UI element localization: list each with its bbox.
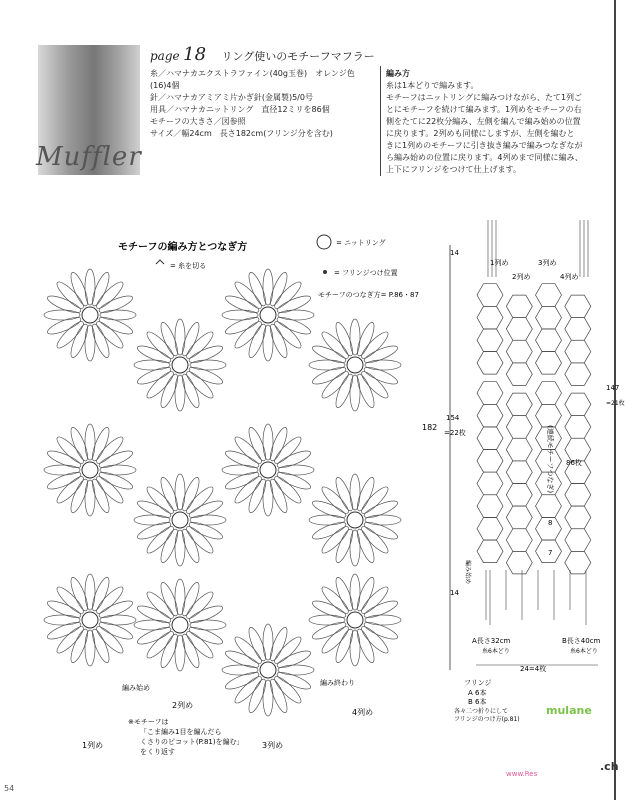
hex-motif [506, 506, 532, 529]
materials-block [150, 68, 375, 140]
hex-motif [506, 318, 532, 341]
hex-motif [477, 495, 503, 518]
legend-cut: = 糸を切る [170, 262, 207, 270]
instructions-line: モチーフはニットリングに編みつけながら、たて1列ご [386, 93, 583, 102]
hex-grid [477, 284, 591, 574]
motif-flower [309, 319, 401, 411]
fringe-note2: フリンジのつけ方(p.81) [454, 716, 520, 723]
hex-motif [477, 540, 503, 563]
page-header [150, 44, 375, 65]
count-label: 86枚 [566, 459, 582, 467]
hex-motif [506, 340, 532, 363]
fringe-legend-icon [323, 270, 327, 274]
dim-bottom: 14 [450, 589, 459, 597]
hex-motif [565, 551, 591, 574]
note-line: 「こま編み1目を編んだら [140, 728, 222, 736]
hex-motif [506, 551, 532, 574]
instructions-line: 側をたてに22枚分編み、左側を編んで編み始めの位置 [386, 117, 581, 126]
materials-yarn: 糸／ハマナカエクストラファイン(40g玉巻) オレンジ色(16)4個 [150, 69, 355, 90]
hex-motif [565, 529, 591, 552]
end-label: 編み終わり [320, 679, 355, 687]
fringe-b-count: 糸6本どり [570, 648, 598, 655]
page-prefix: page [150, 49, 180, 63]
hex-motif [536, 382, 562, 405]
divider [380, 66, 381, 176]
hex-motif [506, 438, 532, 461]
col3-label: 3列め [262, 741, 284, 750]
hex-motif [477, 382, 503, 405]
motif-flower [309, 574, 401, 666]
materials-tools: 用具／ハマナカニットリング 直径12ミリを86個 [150, 105, 330, 114]
fringe-a: A長さ32cm [472, 637, 511, 645]
instructions-line: 上下にフリンジをつけて仕上げます。 [386, 165, 521, 174]
footer-page-number: 54 [4, 784, 15, 793]
num-7: 7 [548, 549, 553, 557]
schem-col4: 4列め [560, 273, 579, 281]
hex-motif [536, 495, 562, 518]
col2-label: 2列め [172, 701, 194, 710]
hex-motif [565, 393, 591, 416]
hex-motif [477, 284, 503, 307]
fringe-b6: B 6本 [468, 698, 487, 706]
top-fringe [488, 220, 588, 277]
hex-motif [477, 450, 503, 473]
diagram-title: モチーフの編み方とつなぎ方 [118, 242, 248, 253]
photo-logo-text: Muffler [36, 142, 142, 172]
motif-flower [134, 319, 226, 411]
instructions-line: きに1列めのモチーフに引き抜き編みで編みつなぎなが [386, 141, 583, 150]
fringe-a-count: 糸6本どり [482, 648, 510, 655]
hex-motif [536, 284, 562, 307]
motif-flower [222, 269, 314, 361]
hex-motif [506, 461, 532, 484]
width-label: 24=4枚 [520, 665, 547, 673]
instructions-title: 編み方 [386, 69, 410, 78]
hex-motif [536, 352, 562, 375]
ring-legend-icon [317, 235, 331, 249]
fringe-b: B長さ40cm [562, 637, 601, 645]
motif-flower [222, 424, 314, 516]
motif-flowers [44, 269, 401, 716]
note-line: ※モチーフは [128, 718, 169, 726]
dim-top: 14 [450, 249, 459, 257]
instructions-line: ら編み始めの位置に戻ります。4列めまで同様に編み、 [386, 153, 583, 162]
hex-motif [477, 404, 503, 427]
hex-motif [477, 427, 503, 450]
col4-label: 4列め [352, 708, 374, 717]
hex-motif [565, 438, 591, 461]
hex-motif [565, 295, 591, 318]
dim-right: 147 [606, 384, 620, 392]
hex-motif [565, 363, 591, 386]
instructions-line: 糸は1本どりで編みます。 [386, 81, 479, 90]
motif-flower [44, 424, 136, 516]
watermark-text: mulane [546, 704, 592, 717]
dim-body: 154 [446, 414, 460, 422]
scarf-schematic [420, 215, 625, 725]
schem-start: 編み始め [464, 560, 471, 585]
hex-motif [536, 329, 562, 352]
fringe-a6: A 6本 [468, 689, 487, 697]
schem-col2: 2列め [512, 273, 531, 281]
hex-motif [477, 306, 503, 329]
materials-size: サイズ／幅24cm 長さ182cm(フリンジ分を含む) [150, 129, 333, 138]
col1-label: 1列め [82, 741, 104, 750]
hex-motif [536, 404, 562, 427]
bottom-fringe [486, 570, 586, 625]
note-line: くさりのピコット(P.81)を編む」 [140, 738, 244, 746]
fringe-note1: 各々二つ折りにして [454, 708, 509, 715]
watermark-domain: .ch [600, 760, 619, 773]
dim-right-count: =21枚 [606, 400, 625, 407]
hex-motif [506, 393, 532, 416]
motif-diagram [0, 230, 440, 770]
page-number: 18 [183, 44, 207, 65]
hex-motif [477, 352, 503, 375]
watermark-site: www.Res [506, 770, 538, 778]
start-label: 編み始め [122, 684, 150, 692]
num-8: 8 [548, 519, 553, 527]
motif-flower [44, 574, 136, 666]
legend-ring: = ニットリング [336, 239, 386, 247]
hex-motif [477, 329, 503, 352]
hex-motif [477, 472, 503, 495]
hex-motif [506, 484, 532, 507]
note-line: をくり返す [140, 748, 175, 756]
instructions-line: とにモチーフを続けて編みます。1列めをモチーフの右 [386, 105, 582, 114]
motif-flower [134, 474, 226, 566]
hex-motif [565, 506, 591, 529]
hex-motif [506, 295, 532, 318]
materials-motif-size: モチーフの大きさ／図参照 [150, 117, 246, 126]
schem-col3: 3列め [538, 259, 557, 267]
instructions-line: に戻ります。2列めも同様にしますが、左側を編むと [386, 129, 575, 138]
hex-motif [506, 363, 532, 386]
hex-motif [536, 306, 562, 329]
hex-motif [565, 416, 591, 439]
hex-motif [506, 416, 532, 439]
dim-body-count: =22枚 [444, 429, 466, 437]
hex-motif [565, 340, 591, 363]
center-label: (連続モチーフつなぎ) [546, 425, 554, 494]
motif-flower [134, 579, 226, 671]
dim-total: 182 [422, 423, 438, 432]
legend-fringe: = フリンジつけ位置 [334, 269, 398, 277]
hex-motif [506, 529, 532, 552]
motif-flower [44, 269, 136, 361]
motif-flower [309, 474, 401, 566]
hex-motif [565, 318, 591, 341]
instructions-block [386, 68, 608, 176]
cut-legend-icon [156, 260, 164, 264]
materials-hook: 針／ハマナカアミアミ片かぎ針(金属製)5/0号 [150, 93, 313, 102]
page-title: リング使いのモチーフマフラー [221, 50, 375, 63]
legend-ref: モチーフのつなぎ方= P.86・87 [318, 291, 419, 299]
hex-motif [565, 484, 591, 507]
schem-col1: 1列め [490, 259, 509, 267]
hex-motif [477, 518, 503, 541]
motif-flower [222, 624, 314, 716]
fringe-title: フリンジ [464, 679, 492, 687]
